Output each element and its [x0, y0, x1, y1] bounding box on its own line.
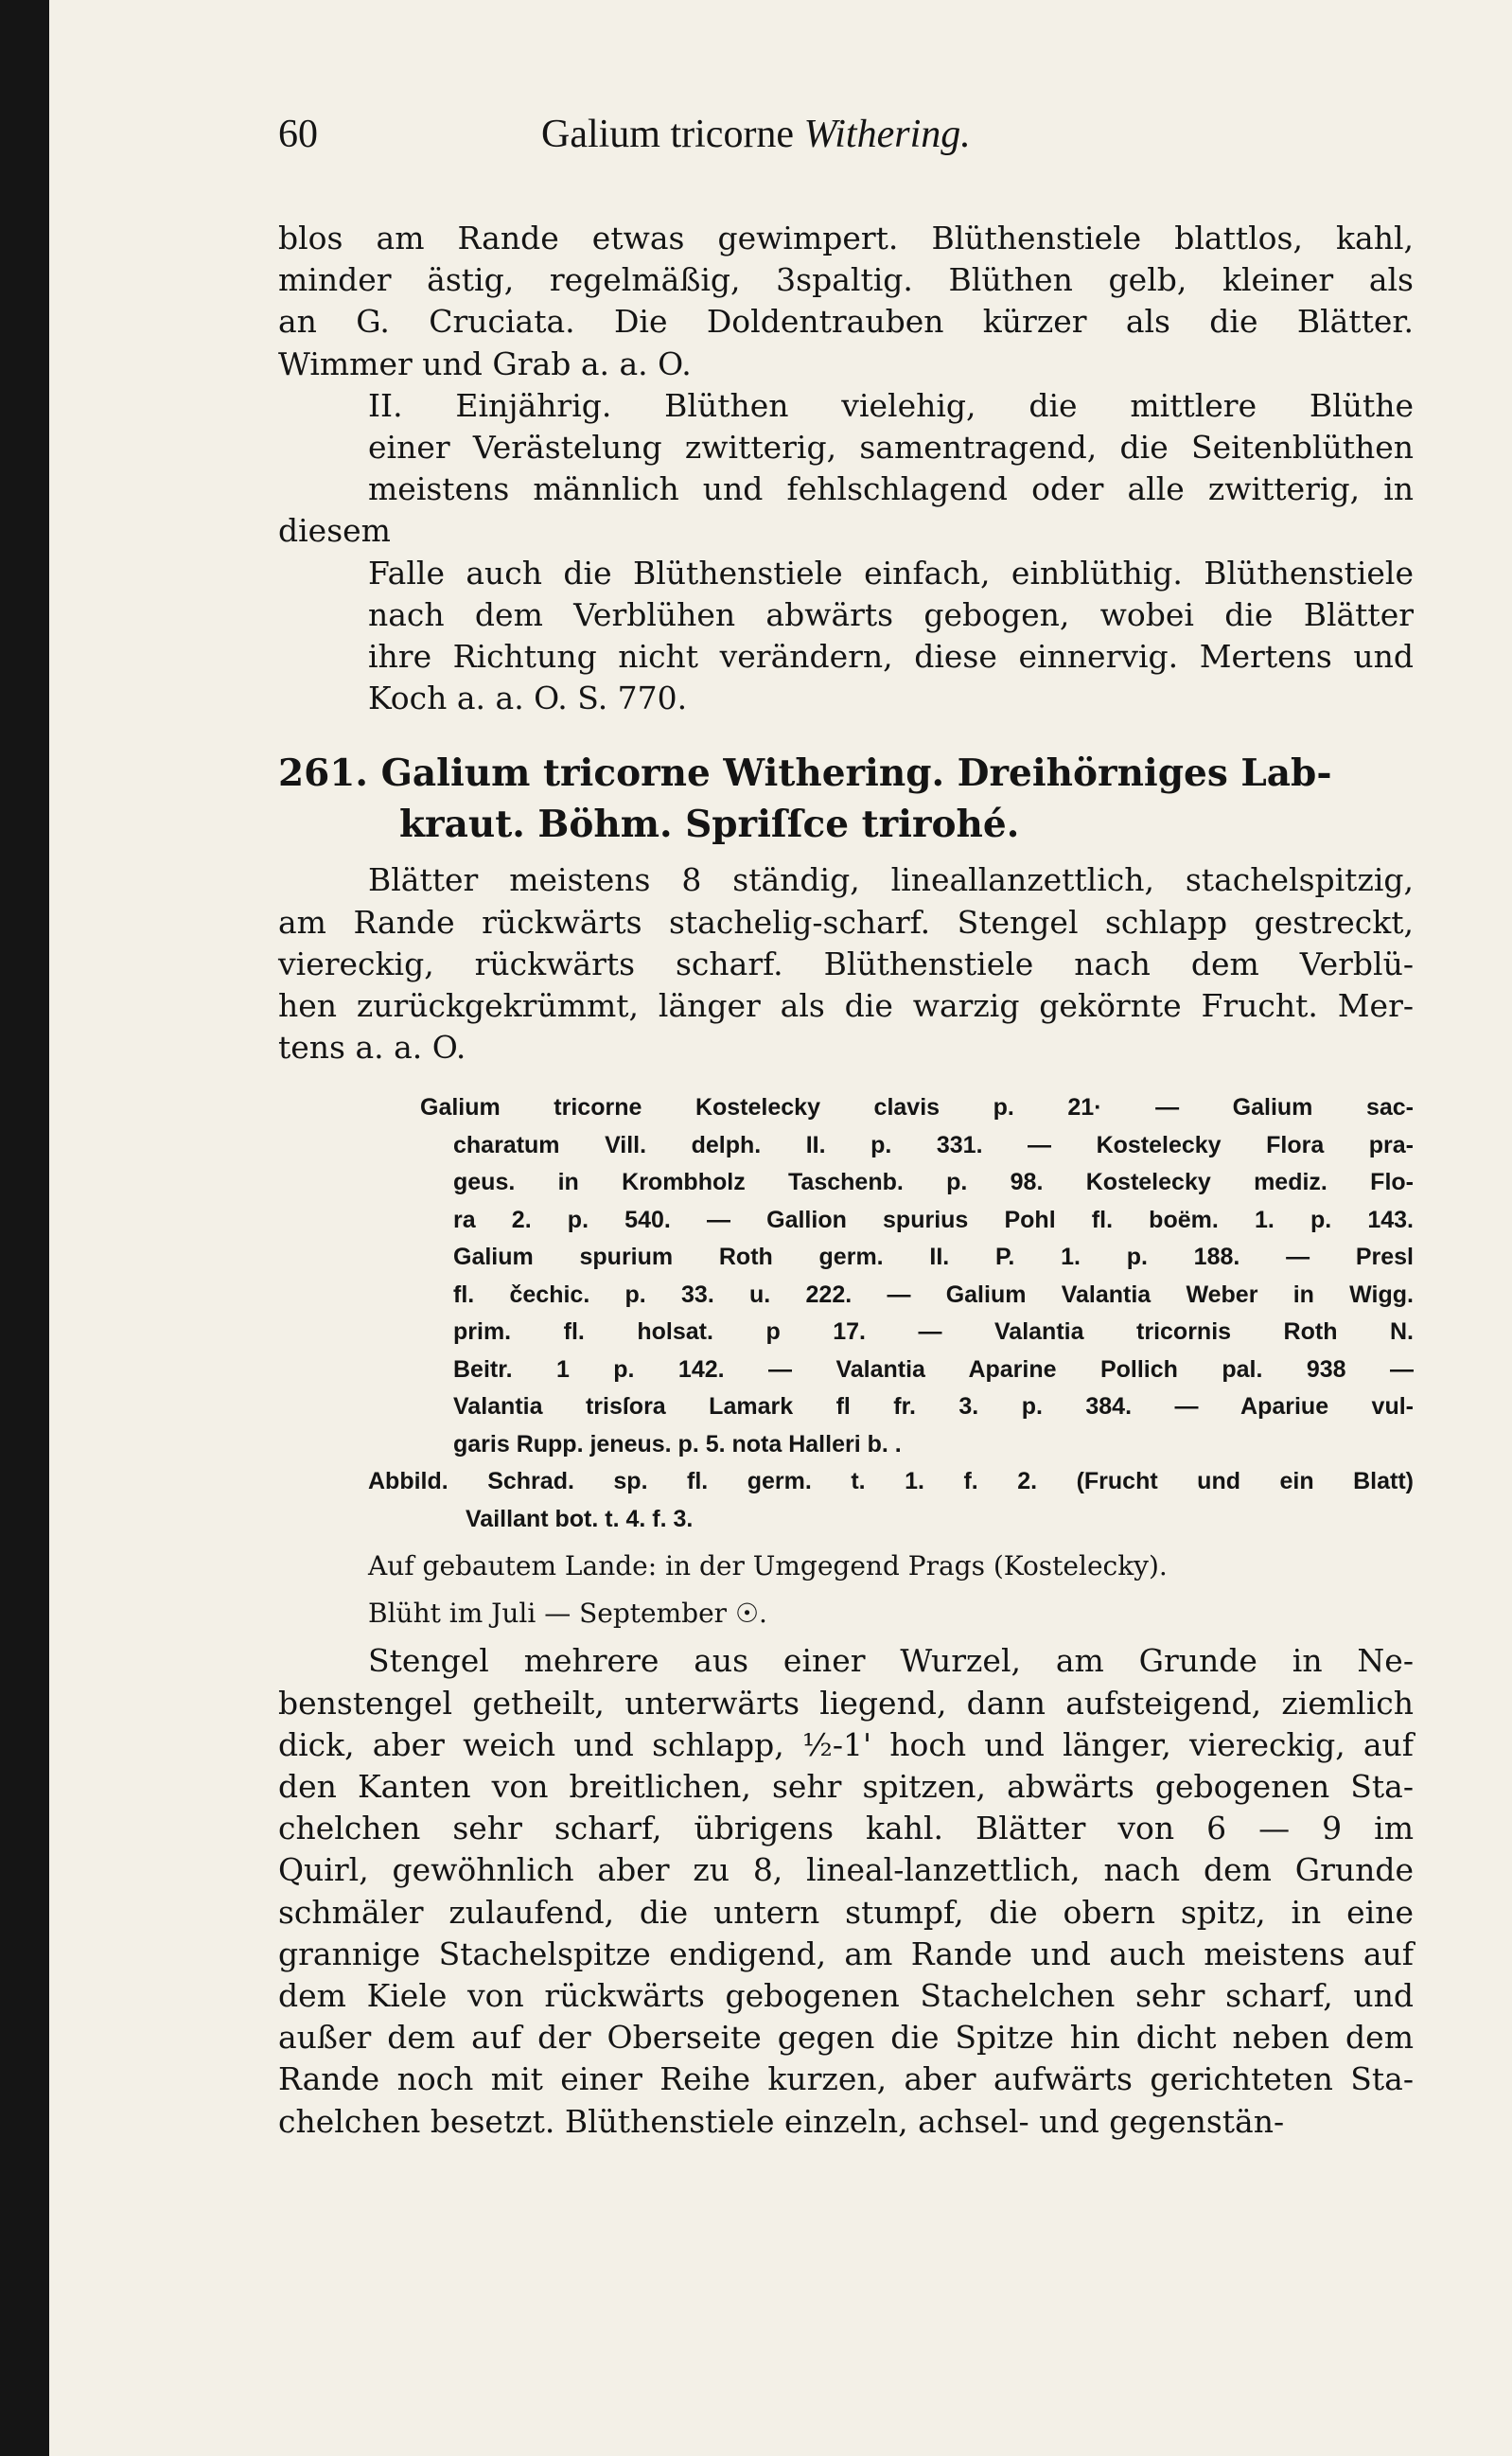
- p3-line: viereckig, rückwärts scharf. Blüthenstiele nach dem Verblü-: [278, 945, 1414, 982]
- syn-line: garis Rupp. jeneus. p. 5. nota Halleri b. .: [453, 1430, 902, 1458]
- syn-line: prim. fl. holsat. p 17. — Valantia tricornis Roth N.: [453, 1318, 1414, 1346]
- running-title-text: Galium tricorne: [541, 113, 795, 156]
- species-heading: [278, 748, 1414, 850]
- paragraph-2: [278, 385, 1414, 720]
- paragraph-4: [278, 1640, 1414, 2142]
- abb-line: Abbild. Schrad. sp. fl. germ. t. 1. f. 2. (Frucht und ein Blatt): [368, 1468, 1414, 1495]
- p4-line: Quirl, gewöhnlich aber zu 8, lineal-lanzettlich, nach dem Grunde: [278, 1851, 1414, 1889]
- p4-line: chelchen besetzt. Blüthenstiele einzeln, achsel- und gegenstän-: [278, 2102, 1285, 2140]
- p2-line: II. Einjährig. Blüthen vielehig, die mittlere Blüthe: [368, 386, 1414, 424]
- p1-line: Wimmer und Grab a. a. O.: [278, 345, 692, 382]
- p1-line: minder ästig, regelmäßig, 3spaltig. Blüthen gelb, kleiner als: [278, 261, 1414, 299]
- book-page: [49, 0, 1512, 2456]
- syn-line: Beitr. 1 p. 142. — Valantia Aparine Pollich pal. 938 —: [453, 1355, 1414, 1383]
- species-heading-line-1: 261. Galium tricorne Withering. Dreihörniges Lab-: [278, 751, 1332, 796]
- abb-line: Vaillant bot. t. 4. f. 3.: [466, 1505, 694, 1532]
- p3-line: tens a. a. O.: [278, 1029, 466, 1067]
- p1-line: blos am Rande etwas gewimpert. Blüthenstiele blattlos, kahl,: [278, 220, 1414, 256]
- p4-line: den Kanten von breitlichen, sehr spitzen, abwärts gebogenen Sta-: [278, 1768, 1414, 1806]
- syn-line: Galium spurium Roth germ. II. P. 1. p. 188. — Presl: [453, 1244, 1414, 1271]
- habitat-line: Auf gebautem Lande: in der Umgegend Prags (Kostelecky).: [368, 1550, 1168, 1582]
- p3-line: am Rande rückwärts stachelig-scharf. Stengel schlapp gestreckt,: [278, 903, 1414, 941]
- p4-line: Rande noch mit einer Reihe kurzen, aber aufwärts gerichteten Sta-: [278, 2060, 1414, 2098]
- p2-line: meistens männlich und fehlschlagend oder alle zwitterig, in diesem: [278, 470, 1414, 550]
- p4-line: außer dem auf der Oberseite gegen die Spitze hin dicht neben dem: [278, 2019, 1414, 2057]
- page-number: 60: [278, 113, 318, 156]
- syn-line: charatum Vill. delph. II. p. 331. — Kostelecky Flora pra-: [453, 1131, 1414, 1158]
- p4-line: dick, aber weich und schlapp, ½-1' hoch und länger, viereckig, auf: [278, 1725, 1414, 1763]
- p2-line: ihre Richtung nicht verändern, diese einnervig. Mertens und: [368, 638, 1414, 676]
- p4-line: dem Kiele von rückwärts gebogenen Stachelchen sehr scharf, und: [278, 1977, 1414, 2015]
- p3-line: hen zurückgekrümmt, länger als die warzig gekörnte Frucht. Mer-: [278, 987, 1414, 1025]
- syn-line: geus. in Krombholz Taschenb. p. 98. Kostelecky mediz. Flo-: [453, 1169, 1414, 1196]
- paragraph-3: [278, 859, 1414, 1069]
- p4-line: chelchen sehr scharf, übrigens kahl. Blätter von 6 — 9 im: [278, 1810, 1414, 1847]
- paragraph-1: [278, 218, 1414, 385]
- illustration-references: [278, 1463, 1414, 1538]
- flowering-line: Blüht im Juli — September ☉.: [368, 1598, 767, 1630]
- running-title-author: Withering.: [803, 113, 971, 156]
- p2-line: nach dem Verblühen abwärts gebogen, wobei die Blätter: [368, 595, 1414, 633]
- p4-line: Stengel mehrere aus einer Wurzel, am Grunde in Ne-: [368, 1642, 1414, 1680]
- syn-line: Valantia trisſora Lamark fl fr. 3. p. 384. — Apariue vul-: [453, 1393, 1414, 1421]
- scan-border: [0, 0, 49, 2456]
- page-content: [278, 112, 1414, 2143]
- running-title: [541, 112, 971, 157]
- p2-line: Koch a. a. O. S. 770.: [368, 680, 688, 717]
- syn-line: Galium tricorne Kostelecky clavis p. 21· — Galium sac-: [420, 1094, 1414, 1122]
- species-heading-line-2: kraut. Böhm. Spriſſce trirohé.: [399, 803, 1020, 847]
- p4-line: benstengel getheilt, unterwärts liegend, dann aufsteigend, ziemlich: [278, 1684, 1414, 1722]
- p2-line: Falle auch die Blüthenstiele einfach, einblüthig. Blüthenstiele: [368, 554, 1414, 592]
- p4-line: schmäler zulaufend, die untern stumpf, die obern spitz, in eine: [278, 1893, 1414, 1931]
- p4-line: grannige Stachelspitze endigend, am Rande und auch meistens auf: [278, 1935, 1414, 1972]
- p2-line: einer Verästelung zwitterig, samentragend, die Seitenblüthen: [368, 429, 1414, 467]
- synonyms-block: [278, 1089, 1414, 1463]
- syn-line: fl. čechic. p. 33. u. 222. — Galium Valantia Weber in Wigg.: [453, 1281, 1414, 1308]
- page-header: [278, 112, 1414, 174]
- p3-line: Blätter meistens 8 ständig, lineallanzettlich, stachelspitzig,: [368, 861, 1414, 899]
- p1-line: an G. Cruciata. Die Doldentrauben kürzer als die Blätter.: [278, 303, 1414, 341]
- syn-line: ra 2. p. 540. — Gallion spurius Pohl fl. boëm. 1. p. 143.: [453, 1206, 1414, 1233]
